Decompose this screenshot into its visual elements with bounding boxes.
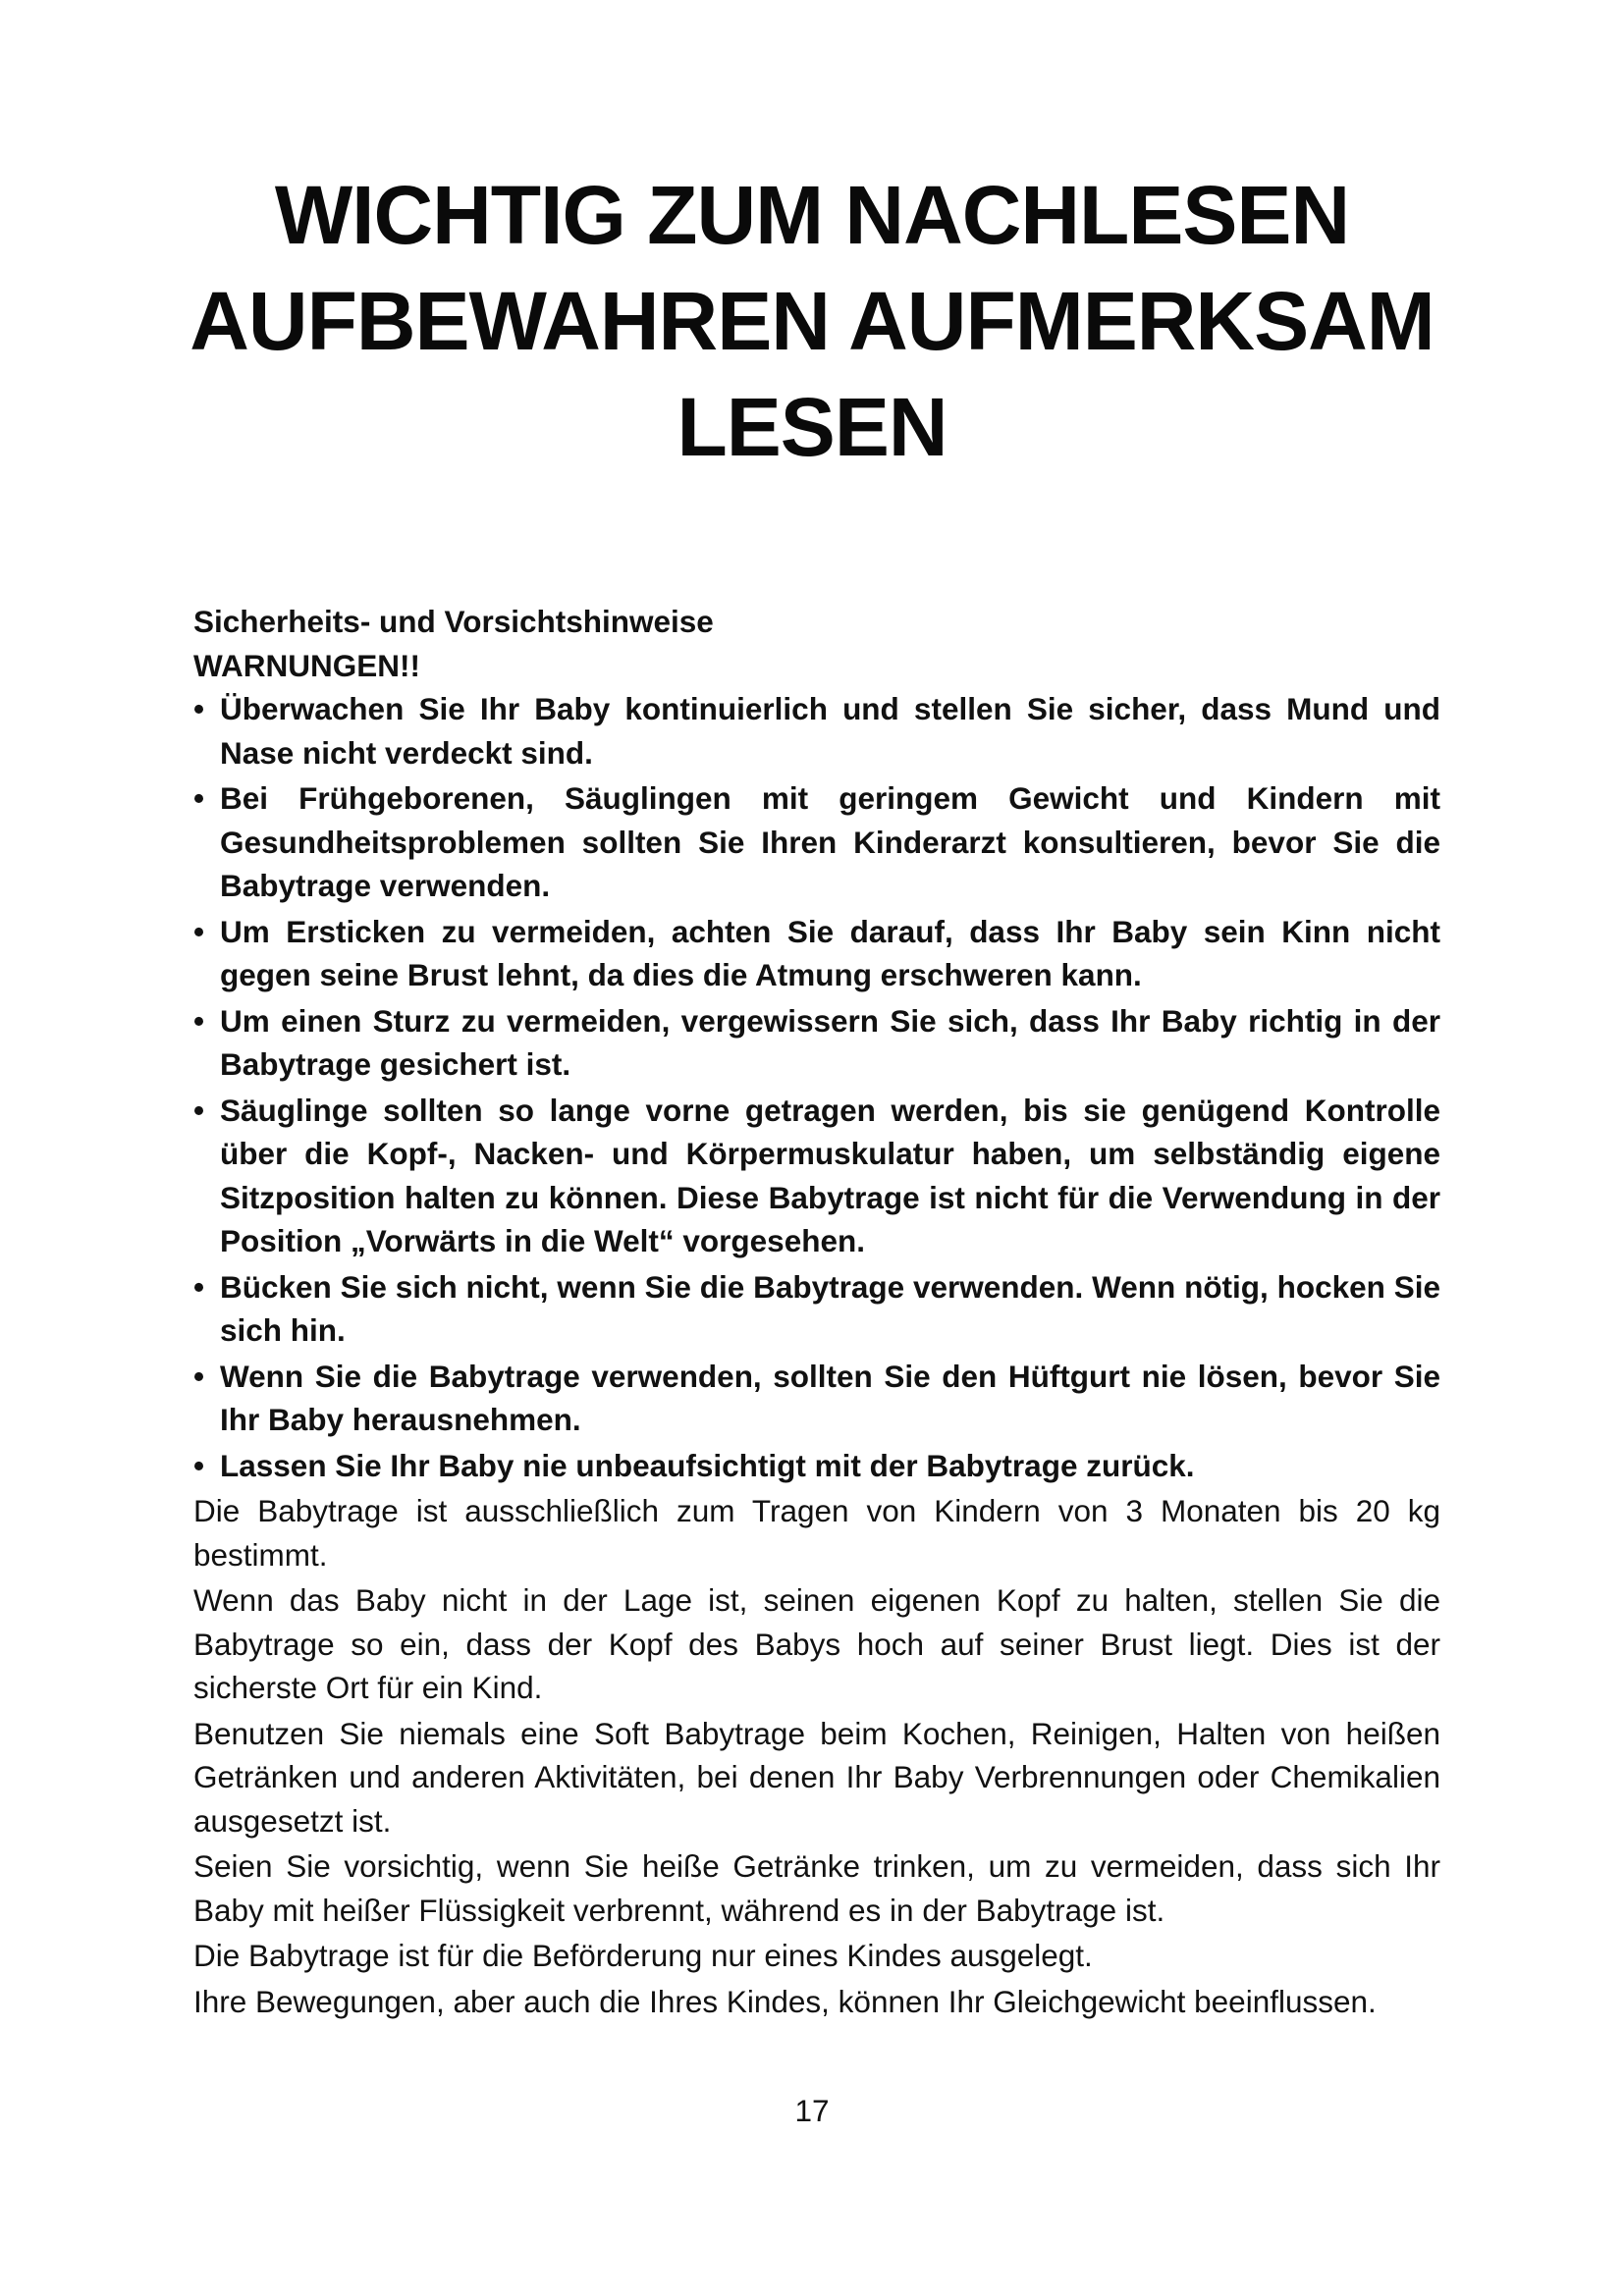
bullet-icon: • — [193, 691, 205, 726]
warning-item — [193, 1444, 1440, 1488]
bullet-icon: • — [193, 1447, 205, 1483]
bullet-icon: • — [193, 1092, 205, 1128]
warning-label: WARNUNGEN!! — [193, 647, 420, 683]
warning-text: Überwachen Sie Ihr Baby kontinuierlich und stellen Sie sicher, dass Mund und Nase nicht verdeckt sind. — [220, 691, 1440, 771]
warning-item — [193, 910, 1440, 997]
warning-text: Bei Frühgeborenen, Säuglingen mit geringem Gewicht und Kindern mit Gesundheitsproblemen sollten Sie Ihren Kinderarzt konsultieren, bevor Sie die Babytrage verwenden. — [220, 780, 1440, 903]
warning-text: Lassen Sie Ihr Baby nie unbeaufsichtigt mit der Babytrage zurück. — [220, 1447, 1195, 1483]
warning-list — [193, 687, 1440, 1487]
bullet-icon: • — [193, 913, 205, 949]
body-paragraph: Die Babytrage ist für die Beförderung nur eines Kindes ausgelegt. — [193, 1938, 1093, 1973]
title-line: LESEN — [677, 381, 947, 473]
title-line: AUFBEWAHREN AUFMERKSAM — [189, 275, 1435, 367]
body-paragraph: Ihre Bewegungen, aber auch die Ihres Kindes, können Ihr Gleichgewicht beeinflussen. — [193, 1983, 1377, 2019]
document-body — [193, 600, 1440, 2025]
bullet-icon: • — [193, 1002, 205, 1039]
warning-item — [193, 1355, 1440, 1442]
warning-text: Um einen Sturz zu vermeiden, vergewissern Sie sich, dass Ihr Baby richtig in der Babytrage gesichert ist. — [220, 1002, 1440, 1082]
title-line: WICHTIG ZUM NACHLESEN — [274, 169, 1350, 261]
warning-item — [193, 999, 1440, 1087]
body-paragraph: Benutzen Sie niemals eine Soft Babytrage beim Kochen, Reinigen, Halten von heißen Getränken und anderen Aktivitäten, bei denen Ihr Baby Verbrennungen oder Chemikalien ausgesetzt ist. — [193, 1715, 1440, 1839]
body-paragraph: Seien Sie vorsichtig, wenn Sie heiße Getränke trinken, um zu vermeiden, dass sich Ihr Baby mit heißer Flüssigkeit verbrennt, während es in der Babytrage ist. — [193, 1848, 1440, 1928]
warning-item — [193, 776, 1440, 908]
warning-text: Bücken Sie sich nicht, wenn Sie die Babytrage verwenden. Wenn nötig, hocken Sie sich hin. — [220, 1268, 1440, 1348]
bullet-icon: • — [193, 1358, 205, 1394]
warning-text: Wenn Sie die Babytrage verwenden, sollten Sie den Hüftgurt nie lösen, bevor Sie Ihr Baby herausnehmen. — [220, 1358, 1440, 1437]
warning-text: Um Ersticken zu vermeiden, achten Sie darauf, dass Ihr Baby sein Kinn nicht gegen seine Brust lehnt, da dies die Atmung erschweren kann. — [220, 913, 1440, 992]
bullet-icon: • — [193, 780, 205, 816]
warning-text: Säuglinge sollten so lange vorne getragen werden, bis sie genügend Kontrolle über die Kopf-, Nacken- und Körpermuskulatur haben, um selbständig eigene Sitzposition halten zu können. Diese Babytrage ist nicht für die Verwendung in der Position „Vorwärts in die Welt“ vorgesehen. — [220, 1092, 1440, 1258]
bullet-icon: • — [193, 1268, 205, 1305]
section-heading: Sicherheits- und Vorsichtshinweise — [193, 604, 714, 639]
body-paragraph: Die Babytrage ist ausschließlich zum Tragen von Kindern von 3 Monaten bis 20 kg bestimmt. — [193, 1493, 1440, 1573]
warning-item — [193, 687, 1440, 774]
warning-item — [193, 1265, 1440, 1353]
page-title — [147, 162, 1477, 480]
page-number: 17 — [794, 2093, 830, 2128]
warning-item — [193, 1089, 1440, 1263]
body-paragraph: Wenn das Baby nicht in der Lage ist, seinen eigenen Kopf zu halten, stellen Sie die Babytrage so ein, dass der Kopf des Babys hoch auf seiner Brust liegt. Dies ist der sicherste Ort für ein Kind. — [193, 1582, 1440, 1705]
